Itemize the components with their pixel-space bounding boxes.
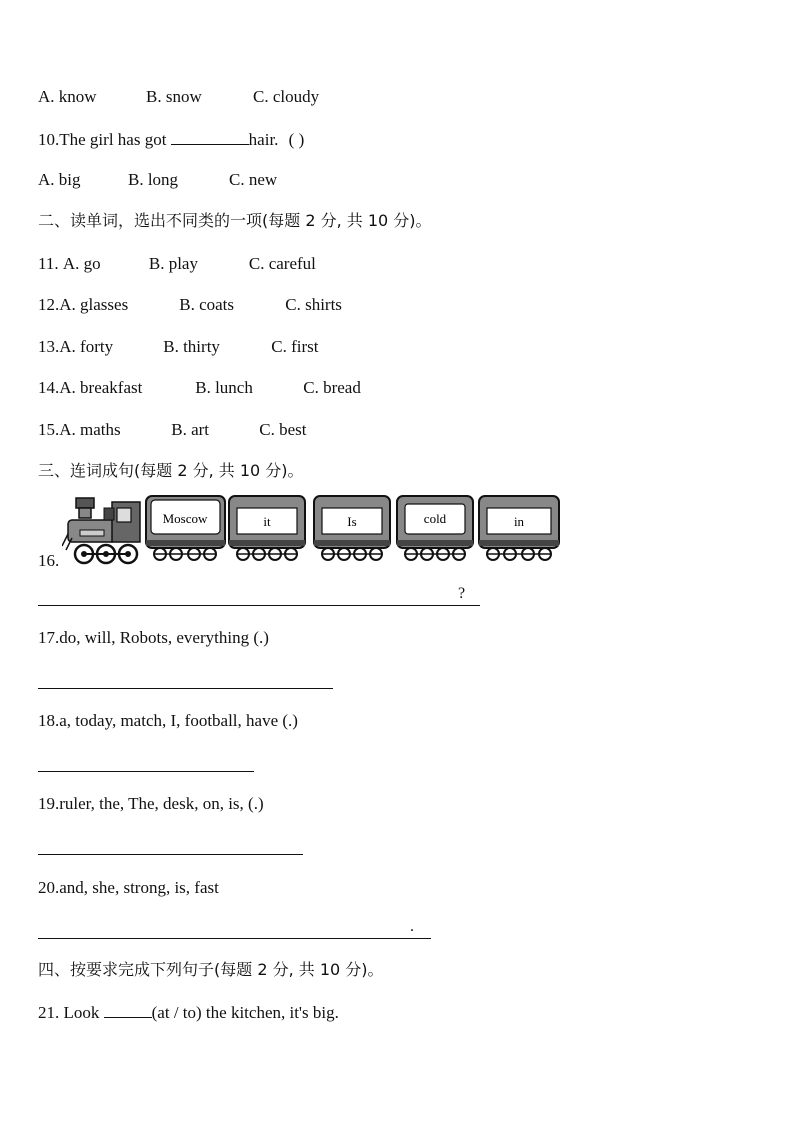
- q21-text-after: (at / to) the kitchen, it's big.: [151, 1003, 339, 1022]
- q10-number: 10.: [38, 130, 60, 149]
- train-car-2: [229, 496, 305, 560]
- q10-option-b: B. long: [128, 170, 179, 189]
- q14-option-a: A. breakfast: [59, 378, 143, 397]
- q12-option-a: A. glasses: [59, 295, 129, 314]
- q15-number: 15.: [38, 420, 60, 439]
- q9-option-b: B. snow: [146, 87, 202, 106]
- q19-answer-line[interactable]: [38, 853, 303, 855]
- q17-answer-line[interactable]: [38, 687, 333, 689]
- q12-number: 12.: [38, 295, 60, 314]
- q10-text-before: The girl has got: [59, 130, 171, 149]
- q10-option-a: A. big: [38, 170, 81, 189]
- train-word-2: it: [263, 514, 271, 529]
- q15: [38, 419, 306, 441]
- q13-option-c: C. first: [271, 337, 319, 356]
- q21-text-before: . Look: [55, 1003, 104, 1022]
- q20-prompt: 20.and, she, strong, is, fast: [38, 878, 219, 897]
- q11-option-b: B. play: [148, 254, 198, 273]
- q14-number: 14.: [38, 378, 60, 397]
- train-car-5: [479, 496, 559, 560]
- train-word-4: cold: [423, 511, 447, 526]
- q15-option-b: B. art: [171, 420, 210, 439]
- q14-option-b: B. lunch: [195, 378, 253, 397]
- section3-title: 三、连词成句(每题 2 分, 共 10 分)。: [38, 461, 304, 480]
- q18-answer-line[interactable]: [38, 770, 254, 772]
- q13: [38, 336, 318, 358]
- q10-answer-paren[interactable]: ( ): [288, 130, 305, 149]
- q15-option-c: C. best: [259, 420, 307, 439]
- q16-end-mark: ?: [458, 585, 466, 602]
- q16-number: 16.: [38, 551, 60, 570]
- q21-question: [38, 1001, 339, 1024]
- q13-option-a: A. forty: [59, 337, 114, 356]
- train-car-1: [146, 496, 225, 560]
- q10-option-c: C. new: [229, 170, 278, 189]
- locomotive-icon: [62, 498, 140, 563]
- q12-option-b: B. coats: [179, 295, 235, 314]
- q11: [38, 253, 316, 275]
- q20-answer-line[interactable]: [38, 937, 431, 939]
- q13-number: 13.: [38, 337, 60, 356]
- q12-option-c: C. shirts: [285, 295, 342, 314]
- train-word-1: Moscow: [162, 511, 208, 526]
- q10-options: [38, 169, 277, 191]
- q9-option-a: A. know: [38, 87, 97, 106]
- train-word-5: in: [513, 514, 525, 529]
- q9-option-c: C. cloudy: [253, 87, 320, 106]
- q11-option-c: C. careful: [248, 254, 316, 273]
- q11-number: 11.: [38, 254, 63, 273]
- q20-end-mark: .: [410, 918, 414, 935]
- train-car-4: [397, 496, 473, 560]
- train-word-3: Is: [347, 514, 357, 529]
- section2-title: 二、读单词，选出不同类的一项(每题 2 分, 共 10 分)。: [38, 211, 432, 230]
- q14: [38, 377, 361, 399]
- q21-number: 21: [38, 1003, 55, 1022]
- q10-question: [38, 128, 304, 151]
- q15-option-a: A. maths: [59, 420, 121, 439]
- section4-title: 四、按要求完成下列句子(每题 2 分, 共 10 分)。: [38, 960, 384, 979]
- q16-answer-line[interactable]: [38, 604, 480, 606]
- q18-prompt: 18.a, today, match, I, football, have (.): [38, 711, 298, 730]
- q14-option-c: C. bread: [303, 378, 361, 397]
- q21-blank[interactable]: [104, 1001, 152, 1018]
- train-car-3: [314, 496, 390, 560]
- q12: [38, 294, 342, 316]
- q13-option-b: B. thirty: [163, 337, 220, 356]
- train-illustration: [62, 494, 567, 568]
- q10-blank[interactable]: [171, 128, 249, 145]
- q9-options: [38, 86, 319, 108]
- q17-prompt: 17.do, will, Robots, everything (.): [38, 628, 269, 647]
- q10-text-after: hair.: [248, 130, 279, 149]
- q19-prompt: 19.ruler, the, The, desk, on, is, (.): [38, 794, 264, 813]
- q11-option-a: A. go: [62, 254, 101, 273]
